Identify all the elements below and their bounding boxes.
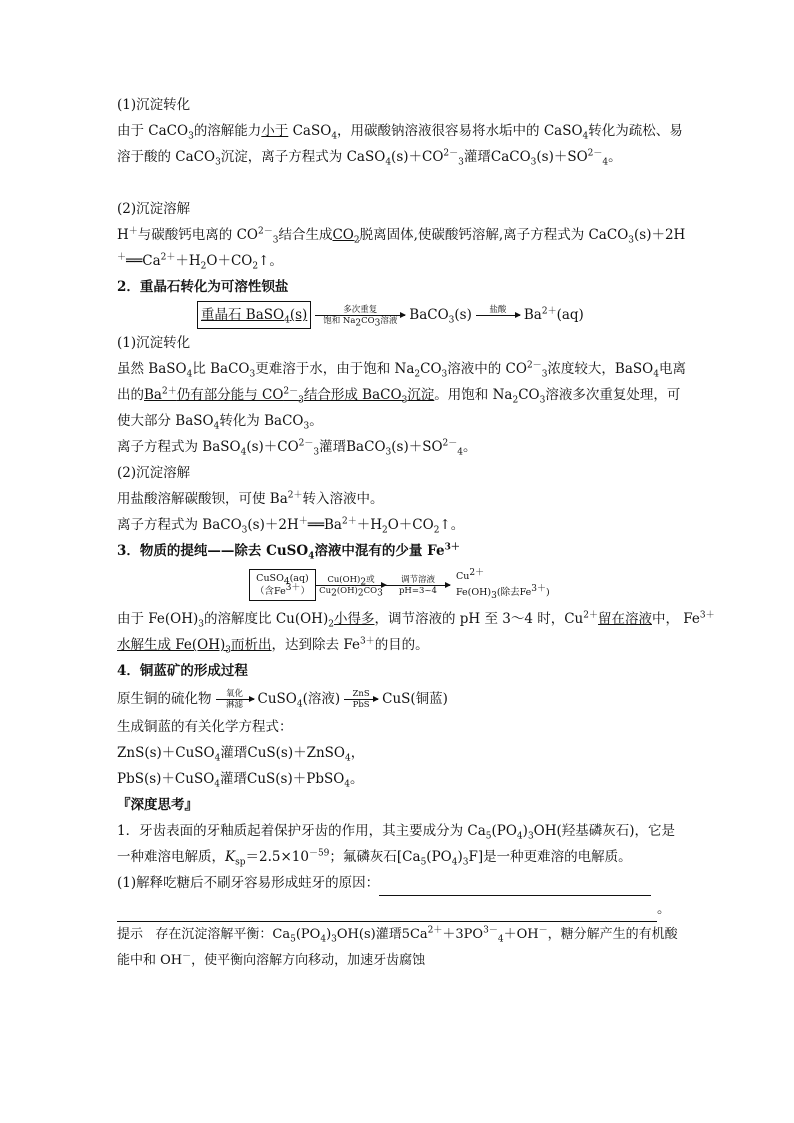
answer-blank[interactable] bbox=[117, 903, 657, 922]
hint-label: 提示 bbox=[117, 927, 144, 942]
answer-blank[interactable] bbox=[379, 877, 651, 896]
barite-label: 重晶石 BaSO$_4$(s) bbox=[197, 301, 311, 329]
paragraph-line: 使大部分 BaSO$_4$转化为 BaCO$_3$。 bbox=[117, 413, 323, 432]
paragraph-line: 生成铜蓝的有关化学方程式： bbox=[117, 719, 293, 735]
arrow-add-reagent: $Cu(OH)_2$或 $Cu_2(OH)_2CO_3$ bbox=[316, 575, 386, 596]
arrow-repeat-treatment: 多次重复 饱和 $Na_2CO_3$溶液 bbox=[315, 305, 405, 326]
covellite-flow-diagram bbox=[117, 684, 677, 714]
arrow-zns-pbs: ZnS PbS bbox=[344, 689, 378, 710]
paragraph-line: $^+══Ca^{2+}+H_2O+CO_2↑$。 bbox=[117, 252, 283, 272]
question-line: 一种难溶电解质，$K_{sp}=2.5\times 10^{-59}$；氟磷灰石$[Ca_5(PO_4)_3F]$是一种更难溶的电解质。 bbox=[117, 848, 632, 868]
arrow-oxidation: 氧化 淋滤 bbox=[216, 689, 254, 710]
paragraph-line: 离子方程式为 $BaSO_4(s)+CO^{2-}_3$灌瑨$BaCO_3(s)+SO^{2-}_4$。 bbox=[117, 438, 477, 458]
paragraph-line: 溶于酸的 CaCO$_3$沉淀，离子方程式为 $CaSO_4(s)+CO^{2-}_3$灌瑨$CaCO_3(s)+SO^{2-}_4$。 bbox=[117, 148, 622, 168]
heading-2: 2．重晶石转化为可溶性钡盐 bbox=[117, 279, 289, 295]
section-title: (2)沉淀溶解 bbox=[117, 201, 191, 217]
paragraph-line: H＋与碳酸钙电离的 $CO^{2-}_3$结合生成$CO_2$脱离固体,使碳酸钙溶解,离子方程式为 CaCO$_3$(s)＋2H bbox=[117, 226, 686, 246]
equation-line: ZnS(s)＋CuSO$_4$灌瑨CuS(s)＋ZnSO$_4$， bbox=[117, 745, 365, 764]
paragraph-line: 由于 CaCO$_3$的溶解能力小于 CaSO$_4$，用碳酸钠溶液很容易将水垢中的 CaSO$_4$转化为疏松、易 bbox=[117, 123, 683, 142]
paragraph-line: 离子方程式为 $BaCO_3(s)+2H^+══Ba^{2+}+H_2O+CO_2↑$。 bbox=[117, 516, 465, 536]
baco3-label: BaCO$_3$(s) bbox=[409, 307, 472, 326]
cuso4-box: CuSO$_4$(aq) （含$Fe^{3+}$） bbox=[249, 569, 316, 601]
paragraph-line: 水解生成 $Fe(OH)_3$而析出，达到除去 $Fe^{3+}$的目的。 bbox=[117, 636, 429, 656]
section-title: (2)沉淀溶解 bbox=[117, 465, 191, 481]
covellite-label: CuS(铜蓝) bbox=[382, 691, 448, 707]
ba-ion-label: $Ba^{2+}(aq)$ bbox=[523, 306, 584, 323]
purification-flow-diagram bbox=[249, 564, 677, 606]
answer-line-2: 。 bbox=[117, 896, 677, 922]
purification-outputs: $Cu^{2+}$ $Fe(OH)_3$(除去$Fe^{3+}$) bbox=[455, 567, 550, 601]
heading-3: 3．物质的提纯——除去 CuSO$_4$溶液中混有的少量 $Fe^{3+}$ bbox=[117, 542, 460, 562]
paragraph-line: 由于 $Fe(OH)_3$的溶解度比 $Cu(OH)_2$小得多，调节溶液的 pH 至 3～4 时，$Cu^{2+}$留在溶液中， $Fe^{3+}$ bbox=[117, 610, 715, 630]
hint-line: 能中和 OH－，使平衡向溶解方向移动，加速牙齿腐蚀 bbox=[117, 951, 426, 968]
arrow-adjust-ph: 调节溶液 pH=3~4 bbox=[386, 575, 450, 596]
section-title: (1)沉淀转化 bbox=[117, 97, 191, 113]
equation-line: PbS(s)＋CuSO$_4$灌瑨CuS(s)＋PbSO$_4$。 bbox=[117, 771, 364, 790]
paragraph-line: 用盐酸溶解碳酸钡，可使 $Ba^{2+}$转入溶液中。 bbox=[117, 490, 384, 507]
document-page bbox=[117, 92, 715, 974]
cuso4-solution-label: CuSO$_4$(溶液) bbox=[257, 691, 341, 710]
heading-4: 4．铜蓝矿的形成过程 bbox=[117, 663, 248, 679]
deep-thinking-tag: 『深度思考』 bbox=[117, 797, 198, 813]
barite-flow-diagram bbox=[197, 300, 677, 330]
question-line: 1．牙齿表面的牙釉质起着保护牙齿的作用，其主要成分为 $Ca_5(PO_4)_3OH$(羟基磷灰石)，它是 bbox=[117, 823, 676, 842]
primary-sulfide-label: 原生铜的硫化物 bbox=[117, 691, 212, 707]
paragraph-line: 虽然 BaSO$_4$比 BaCO$_3$更难溶于水，由于饱和 $Na_2CO_3$溶液中的 $CO^{2-}_3$浓度较大，BaSO$_4$电离 bbox=[117, 360, 686, 380]
arrow-hcl: 盐酸 bbox=[476, 305, 520, 326]
hint-line: 提示 存在沉淀溶解平衡：$Ca_5(PO_4)_3OH(s)$灌瑨$5Ca^{2+}+3PO^{3-}_4+OH^-$，糖分解产生的有机酸 bbox=[117, 925, 678, 945]
paragraph-line: 出的$Ba^{2+}$仍有部分能与 $CO^{2-}_3$结合形成 BaCO$_3$沉淀。用饱和 $Na_2CO_3$溶液多次重复处理，可 bbox=[117, 386, 681, 406]
section-title: (1)沉淀转化 bbox=[117, 335, 191, 351]
question-line: (1)解释吃糖后不刷牙容易形成蛀牙的原因： bbox=[117, 870, 677, 896]
